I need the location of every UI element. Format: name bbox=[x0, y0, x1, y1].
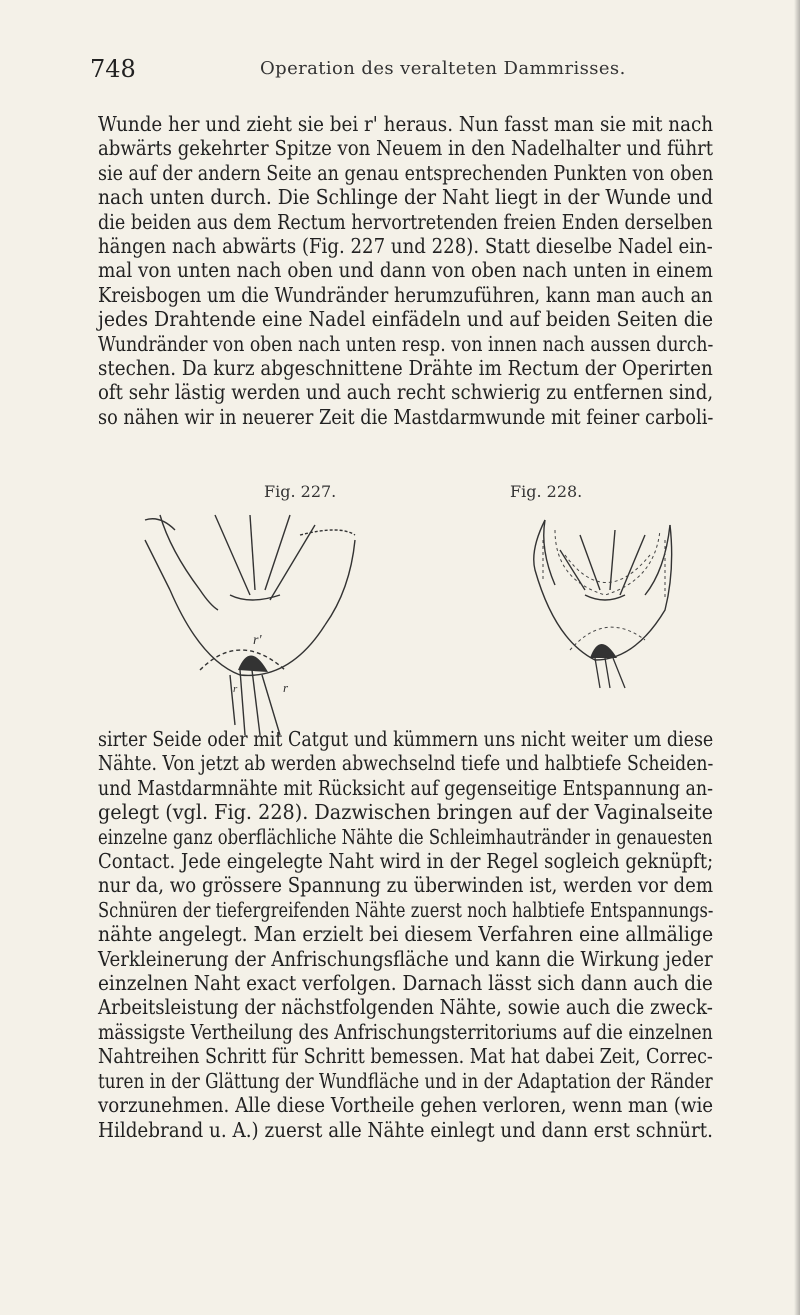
text-line: Hildebrand u. A.) zuerst alle Nähte einlegt und dann erst schnürt. bbox=[98, 1117, 713, 1142]
suture-dashed-top bbox=[300, 530, 355, 535]
deep-suture-3 bbox=[610, 530, 615, 590]
text-line: Nähte. Von jetzt ab werden abwechselnd tiefe und halbtiefe Scheiden- bbox=[98, 751, 714, 776]
text-line: Wunde her und zieht sie bei r' heraus. Nun fasst man sie mit nach bbox=[98, 112, 714, 136]
thread-end-1 bbox=[595, 658, 600, 688]
mark-r-prime: r' bbox=[253, 633, 262, 648]
text-line: die beiden aus dem Rectum hervortretenden freien Enden derselben bbox=[98, 209, 713, 234]
outline-left bbox=[145, 540, 170, 590]
text-line: einzelne ganz oberflächliche Nähte die Schleimhautränder in genauesten bbox=[98, 824, 713, 849]
text-line: Kreisbogen um die Wundränder herumzuführen, kann man auch an bbox=[98, 282, 713, 307]
page-number: 748 bbox=[90, 55, 136, 83]
text-line: sie auf der andern Seite an genau entsprechenden Punkten von oben bbox=[98, 160, 714, 185]
paragraph-2 bbox=[98, 727, 713, 1142]
text-line: hängen nach abwärts (Fig. 227 und 228). Statt dieselbe Nadel ein- bbox=[98, 234, 713, 259]
text-line: stechen. Da kurz abgeschnittene Drähte im Rectum der Operirten bbox=[98, 356, 713, 381]
text-line: sirter Seide oder mit Catgut und kümmern uns nicht weiter um diese bbox=[98, 727, 714, 751]
suture-line-4 bbox=[270, 525, 315, 600]
text-line: mal von unten nach oben und dann von oben nach unten in einem bbox=[98, 258, 713, 283]
anal-sphincter-hatching bbox=[590, 644, 617, 658]
wound-edge-left bbox=[544, 520, 555, 585]
suture-line-2 bbox=[250, 515, 255, 590]
text-line: jedes Drahtende eine Nadel einfädeln und auf beiden Seiten die bbox=[98, 307, 714, 332]
thread-end-mid bbox=[252, 670, 260, 735]
deep-suture-2 bbox=[580, 535, 600, 590]
page-header bbox=[90, 54, 710, 84]
figure-228-caption: Fig. 228. bbox=[510, 482, 583, 501]
thread-end-right bbox=[262, 675, 280, 735]
figure-227-caption: Fig. 227. bbox=[264, 482, 337, 501]
text-line: gelegt (vgl. Fig. 228). Dazwischen bringen auf der Vaginalseite bbox=[98, 800, 713, 825]
figure-227-illustration bbox=[140, 510, 365, 735]
thread-end-left bbox=[240, 670, 245, 735]
wound-edge-right bbox=[645, 525, 670, 595]
text-line: Wundränder von oben nach unten resp. von innen nach aussen durch- bbox=[98, 331, 714, 356]
text-line: Arbeitsleistung der nächstfolgenden Nähte, sowie auch die zweck- bbox=[98, 995, 713, 1020]
text-line: und Mastdarmnähte mit Rücksicht auf gegenseitige Entspannung an- bbox=[98, 775, 714, 800]
mark-r-right: r bbox=[283, 680, 289, 695]
suture-line-3 bbox=[265, 515, 290, 590]
text-line: nur da, wo grössere Spannung zu überwinden ist, werden vor dem bbox=[98, 873, 714, 898]
text-line: mässigste Vertheilung des Anfrischungsterritoriums auf die einzelnen bbox=[98, 1019, 713, 1044]
paragraph-1 bbox=[98, 112, 713, 429]
text-line: Nahtreihen Schritt für Schritt bemessen. Mat hat dabei Zeit, Correc- bbox=[98, 1044, 713, 1069]
suture-line-1 bbox=[215, 515, 250, 595]
text-line: oft sehr lästig werden und auch recht schwierig zu entfernen sind, bbox=[98, 380, 714, 405]
text-line: Schnüren der tiefergreifenden Nähte zuerst noch halbtiefe Entspannungs- bbox=[98, 897, 714, 922]
text-line: nähte angelegt. Man erzielt bei diesem Verfahren eine allmälige bbox=[98, 922, 714, 947]
text-line: so nähen wir in neuerer Zeit die Mastdarmwunde mit feiner carboli- bbox=[98, 404, 714, 429]
text-line: nach unten durch. Die Schlinge der Naht liegt in der Wunde und bbox=[98, 185, 714, 210]
figure-228-illustration bbox=[525, 510, 685, 690]
text-line: Verkleinerung der Anfrischungsfläche und kann die Wirkung jeder bbox=[98, 946, 713, 971]
wound-edge-left-upper bbox=[160, 515, 218, 610]
text-line: turen in der Glättung der Wundfläche und in der Adaptation der Ränder bbox=[98, 1068, 713, 1093]
anal-sphincter-hatching bbox=[238, 655, 268, 672]
outline-top-left bbox=[145, 519, 175, 530]
text-line: vorzunehmen. Alle diese Vortheile gehen verloren, wenn man (wie bbox=[98, 1093, 714, 1118]
thread-end-3 bbox=[613, 658, 625, 688]
text-line: einzelnen Naht exact verfolgen. Darnach lässt sich dann auch die bbox=[98, 971, 713, 996]
text-line: abwärts gekehrter Spitze von Neuem in den Nadelhalter und führt bbox=[98, 136, 714, 161]
suture-knot bbox=[585, 595, 625, 600]
running-title: Operation des veralteten Dammrisses. bbox=[260, 58, 626, 79]
thread-end-2 bbox=[605, 658, 610, 688]
outline-right bbox=[325, 540, 355, 625]
half-deep-suture-dashed bbox=[555, 530, 660, 595]
page-edge-shadow bbox=[794, 0, 800, 1315]
mark-r-left: r bbox=[233, 683, 238, 695]
text-line: Contact. Jede eingelegte Naht wird in der Regel sogleich geknüpft; bbox=[98, 849, 714, 874]
wound-outline bbox=[534, 520, 672, 660]
